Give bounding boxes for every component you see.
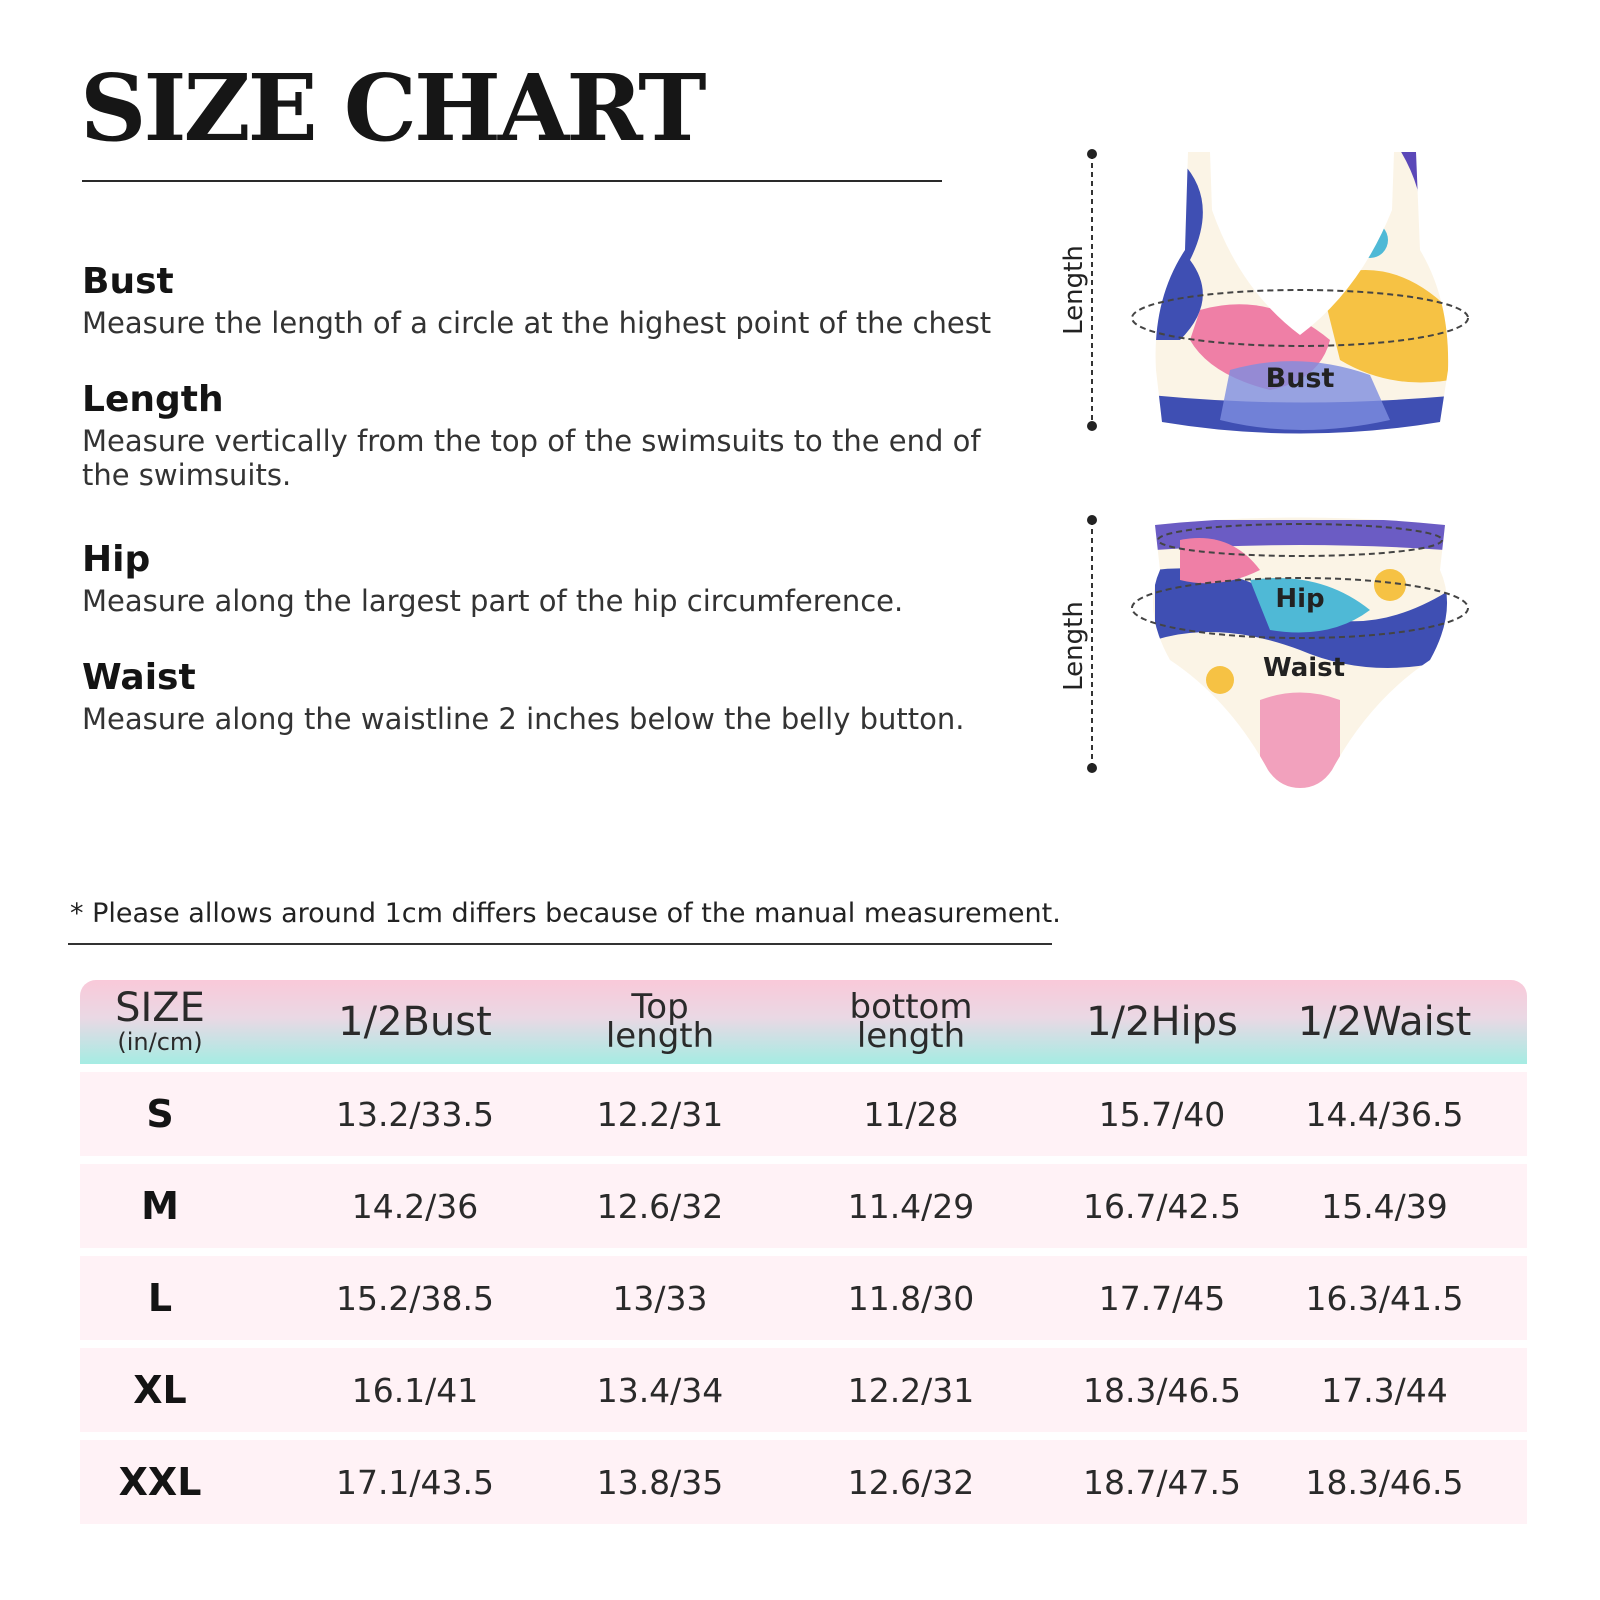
cell-bottom-length: 11.8/30 (847, 1278, 975, 1318)
cell-size: XXL (118, 1460, 202, 1504)
cell-hips: 18.3/46.5 (1082, 1370, 1242, 1410)
definition-term: Length (82, 379, 224, 420)
header-bottom-length-line2: length (856, 1016, 966, 1056)
header-top-length-line1: Top (631, 986, 689, 1027)
cell-bust: 17.1/43.5 (335, 1462, 495, 1502)
definition-text: Measure along the largest part of the hip circumference. (82, 583, 904, 618)
waist-label: Waist (1262, 653, 1346, 683)
definition-term: Waist (82, 657, 196, 698)
table-row (80, 1256, 1527, 1340)
title-underline (82, 180, 942, 182)
cell-bust: 16.1/41 (351, 1370, 479, 1410)
definition-text: Measure vertically from the top of the swimsuits to the end of the swimsuits. (82, 423, 981, 493)
measurement-note: * Please allows around 1cm differs because of the manual measurement. (70, 898, 1061, 929)
definition-term: Bust (82, 261, 174, 302)
top-length-label: Length (1059, 245, 1089, 335)
table-row (80, 1164, 1527, 1248)
definition-waist (82, 658, 1002, 736)
cell-hips: 15.7/40 (1098, 1094, 1226, 1134)
cell-size: S (146, 1092, 174, 1136)
header-size-unit: (in/cm) (117, 1027, 203, 1056)
cell-waist: 15.4/39 (1321, 1186, 1448, 1226)
cell-top-length: 12.2/31 (596, 1094, 724, 1134)
definition-term: Hip (82, 539, 151, 580)
cell-bottom-length: 11.4/29 (847, 1186, 975, 1226)
header-size-label: SIZE (115, 985, 205, 1032)
table-header (80, 980, 1527, 1064)
definition-bust (82, 262, 1002, 340)
cell-waist: 17.3/44 (1321, 1370, 1448, 1410)
definition-text: Measure along the waistline 2 inches below the belly button. (82, 701, 965, 736)
bust-label: Bust (1265, 363, 1335, 394)
cell-size: L (147, 1276, 173, 1320)
header-size (80, 980, 240, 1064)
hip-label: Hip (1275, 584, 1325, 614)
header-bust: 1/2Bust (338, 998, 492, 1045)
header-bottom-length-line1: bottom (849, 986, 973, 1027)
page-title: SIZE CHART (80, 54, 704, 162)
cell-bust: 13.2/33.5 (335, 1094, 495, 1134)
cell-bust: 15.2/38.5 (335, 1278, 495, 1318)
bikini-bottom-illustration (1140, 500, 1460, 800)
cell-hips: 18.7/47.5 (1082, 1462, 1242, 1502)
table-body (80, 1072, 1527, 1524)
cell-top-length: 13.8/35 (596, 1462, 724, 1502)
swimsuit-diagram (1059, 140, 1510, 810)
header-top-length (580, 986, 740, 1056)
size-table (80, 980, 1527, 1524)
header-hips: 1/2Hips (1086, 998, 1238, 1045)
cell-top-length: 12.6/32 (596, 1186, 724, 1226)
table-row (80, 1440, 1527, 1524)
cell-bottom-length: 12.2/31 (847, 1370, 975, 1410)
cell-bottom-length: 12.6/32 (847, 1462, 975, 1502)
header-waist: 1/2Waist (1297, 998, 1472, 1045)
definition-hip (82, 540, 1002, 618)
header-bottom-length (740, 986, 1082, 1056)
definition-length (82, 380, 1002, 493)
cell-waist: 18.3/46.5 (1305, 1462, 1464, 1502)
cell-size: M (141, 1184, 179, 1228)
table-row (80, 1348, 1527, 1432)
cell-top-length: 13.4/34 (596, 1370, 724, 1410)
table-row (80, 1072, 1527, 1156)
cell-hips: 17.7/45 (1098, 1278, 1226, 1318)
cell-size: XL (133, 1368, 187, 1412)
header-top-length-line2: length (605, 1016, 715, 1056)
cell-top-length: 13/33 (612, 1278, 708, 1318)
note-underline (68, 943, 1052, 945)
cell-bottom-length: 11/28 (863, 1094, 959, 1134)
cell-waist: 16.3/41.5 (1305, 1278, 1464, 1318)
cell-waist: 14.4/36.5 (1305, 1094, 1464, 1134)
bottom-length-label: Length (1059, 601, 1089, 691)
cell-hips: 16.7/42.5 (1082, 1186, 1242, 1226)
definition-text: Measure the length of a circle at the highest point of the chest (82, 305, 992, 340)
cell-bust: 14.2/36 (351, 1186, 479, 1226)
bikini-top-illustration (1150, 140, 1460, 450)
